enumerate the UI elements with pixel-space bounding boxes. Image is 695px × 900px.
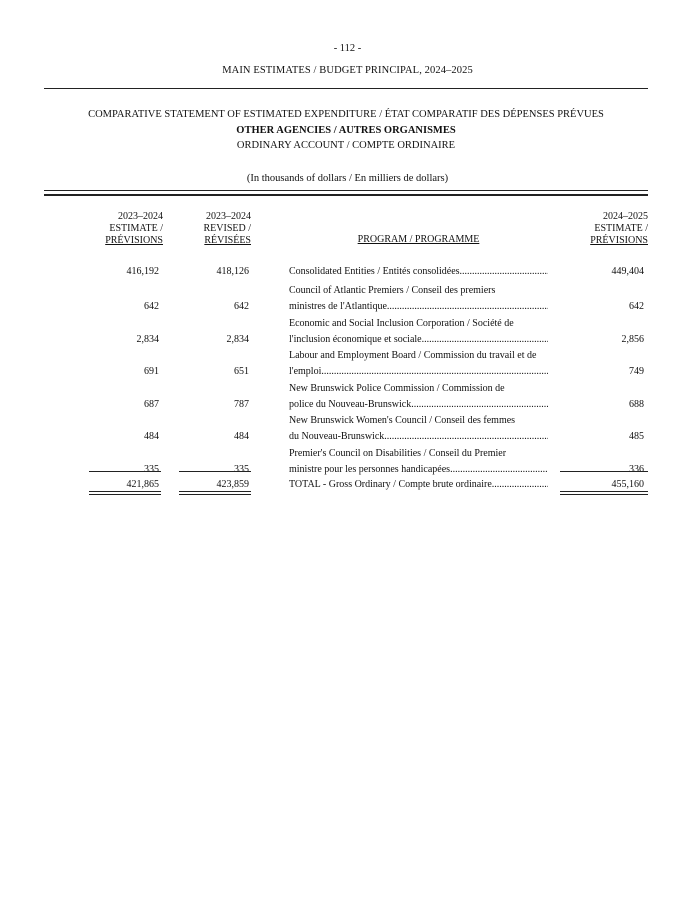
program-line2: l'emploi — [289, 365, 322, 377]
program-line1: Economic and Social Inclusion Corporation / Société de — [289, 318, 514, 329]
new-estimate-value: 485 — [629, 430, 644, 442]
estimate-value: 416,192 — [126, 266, 159, 277]
header-revised-label-fr: RÉVISÉES — [204, 235, 251, 246]
program-name — [289, 264, 548, 280]
estimate-value: 484 — [144, 430, 159, 442]
estimate-value: 687 — [144, 398, 159, 410]
total-estimate-value: 421,865 — [126, 479, 159, 490]
new-estimate-value: 2,856 — [621, 333, 644, 345]
dot-leader — [460, 264, 548, 280]
program-name — [289, 283, 548, 314]
total-double-rule — [89, 491, 161, 495]
revised-value: 418,126 — [216, 266, 249, 277]
revised-value: 484 — [234, 430, 249, 442]
program-line1: Labour and Employment Board / Commission du travail et de — [289, 350, 537, 361]
header-new-label-fr: PRÉVISIONS — [590, 235, 648, 246]
dot-leader — [384, 429, 548, 445]
statement-title-line1: COMPARATIVE STATEMENT OF ESTIMATED EXPENDITURE / ÉTAT COMPARATIF DES DÉPENSES PRÉVUES — [88, 109, 604, 120]
program-line2: ministre pour les personnes handicapées — [289, 463, 451, 475]
header-estimate-label: ESTIMATE / — [109, 223, 163, 234]
program-name — [289, 446, 548, 477]
dot-leader — [411, 397, 548, 413]
program-name — [289, 381, 548, 412]
new-estimate-value: 336 — [629, 463, 644, 475]
statement-title-line2: OTHER AGENCIES / AUTRES ORGANISMES — [236, 124, 456, 136]
program-line2: l'inclusion économique et sociale — [289, 333, 422, 345]
program-line1: Premier's Council on Disabilities / Conseil du Premier — [289, 448, 507, 459]
dot-leader — [321, 364, 548, 380]
header-estimate-2024 — [590, 211, 648, 247]
estimate-value: 691 — [144, 365, 159, 377]
subtotal-rule — [179, 471, 251, 472]
double-rule — [44, 190, 648, 196]
total-double-rule — [560, 491, 648, 495]
subtotal-rule — [89, 471, 161, 472]
header-estimate-year: 2023–2024 — [118, 211, 163, 222]
revised-value: 335 — [234, 463, 249, 475]
program-line2: du Nouveau-Brunswick — [289, 430, 385, 442]
header-new-label: ESTIMATE / — [594, 223, 648, 234]
dot-leader — [422, 332, 548, 348]
total-new-estimate-value: 455,160 — [611, 479, 644, 490]
program-name — [289, 348, 548, 379]
header-new-year: 2024–2025 — [603, 211, 648, 222]
header-program: PROGRAM / PROGRAMME — [357, 234, 480, 245]
subtotal-rule — [560, 471, 648, 472]
program-line2: police du Nouveau-Brunswick — [289, 398, 412, 410]
header-estimate-label-fr: PRÉVISIONS — [105, 235, 163, 246]
total-label — [289, 477, 548, 493]
program-line1: New Brunswick Women's Council / Conseil des femmes — [289, 415, 516, 426]
revised-value: 642 — [234, 300, 249, 312]
program-line1: Council of Atlantic Premiers / Conseil des premiers — [289, 285, 496, 296]
program-line2: Consolidated Entities / Entités consolidées — [289, 266, 460, 277]
program-line2: ministres de l'Atlantique — [289, 300, 387, 312]
estimate-value: 642 — [144, 300, 159, 312]
total-revised-value: 423,859 — [216, 479, 249, 490]
dot-leader — [450, 462, 548, 478]
new-estimate-value: 449,404 — [611, 266, 644, 277]
header-revised-year: 2023–2024 — [206, 211, 251, 222]
new-estimate-value: 642 — [629, 300, 644, 312]
program-name — [289, 413, 548, 444]
statement-title — [44, 107, 648, 154]
estimate-value: 335 — [144, 463, 159, 475]
estimate-value: 2,834 — [136, 333, 159, 345]
page-number: - 112 - — [333, 43, 362, 54]
statement-title-line3: ORDINARY ACCOUNT / COMPTE ORDINAIRE — [236, 140, 456, 151]
program-name — [289, 316, 548, 347]
total-double-rule — [179, 491, 251, 495]
revised-value: 651 — [234, 365, 249, 377]
header-revised-2023 — [204, 211, 252, 247]
total-label-text: TOTAL - Gross Ordinary / Compte brute ordinaire — [289, 479, 492, 490]
running-head: MAIN ESTIMATES / BUDGET PRINCIPAL, 2024–2025 — [222, 65, 473, 76]
dot-leader — [387, 299, 548, 315]
header-rule — [44, 88, 648, 89]
header-revised-label: REVISED / — [203, 223, 251, 234]
program-line1: New Brunswick Police Commission / Commission de — [289, 383, 505, 394]
new-estimate-value: 688 — [629, 398, 644, 410]
revised-value: 787 — [234, 398, 249, 410]
units-note: (In thousands of dollars / En milliers de dollars) — [246, 173, 449, 184]
new-estimate-value: 749 — [629, 365, 644, 377]
dot-leader — [492, 477, 548, 493]
header-estimate-2023 — [105, 211, 163, 247]
revised-value: 2,834 — [226, 333, 249, 345]
